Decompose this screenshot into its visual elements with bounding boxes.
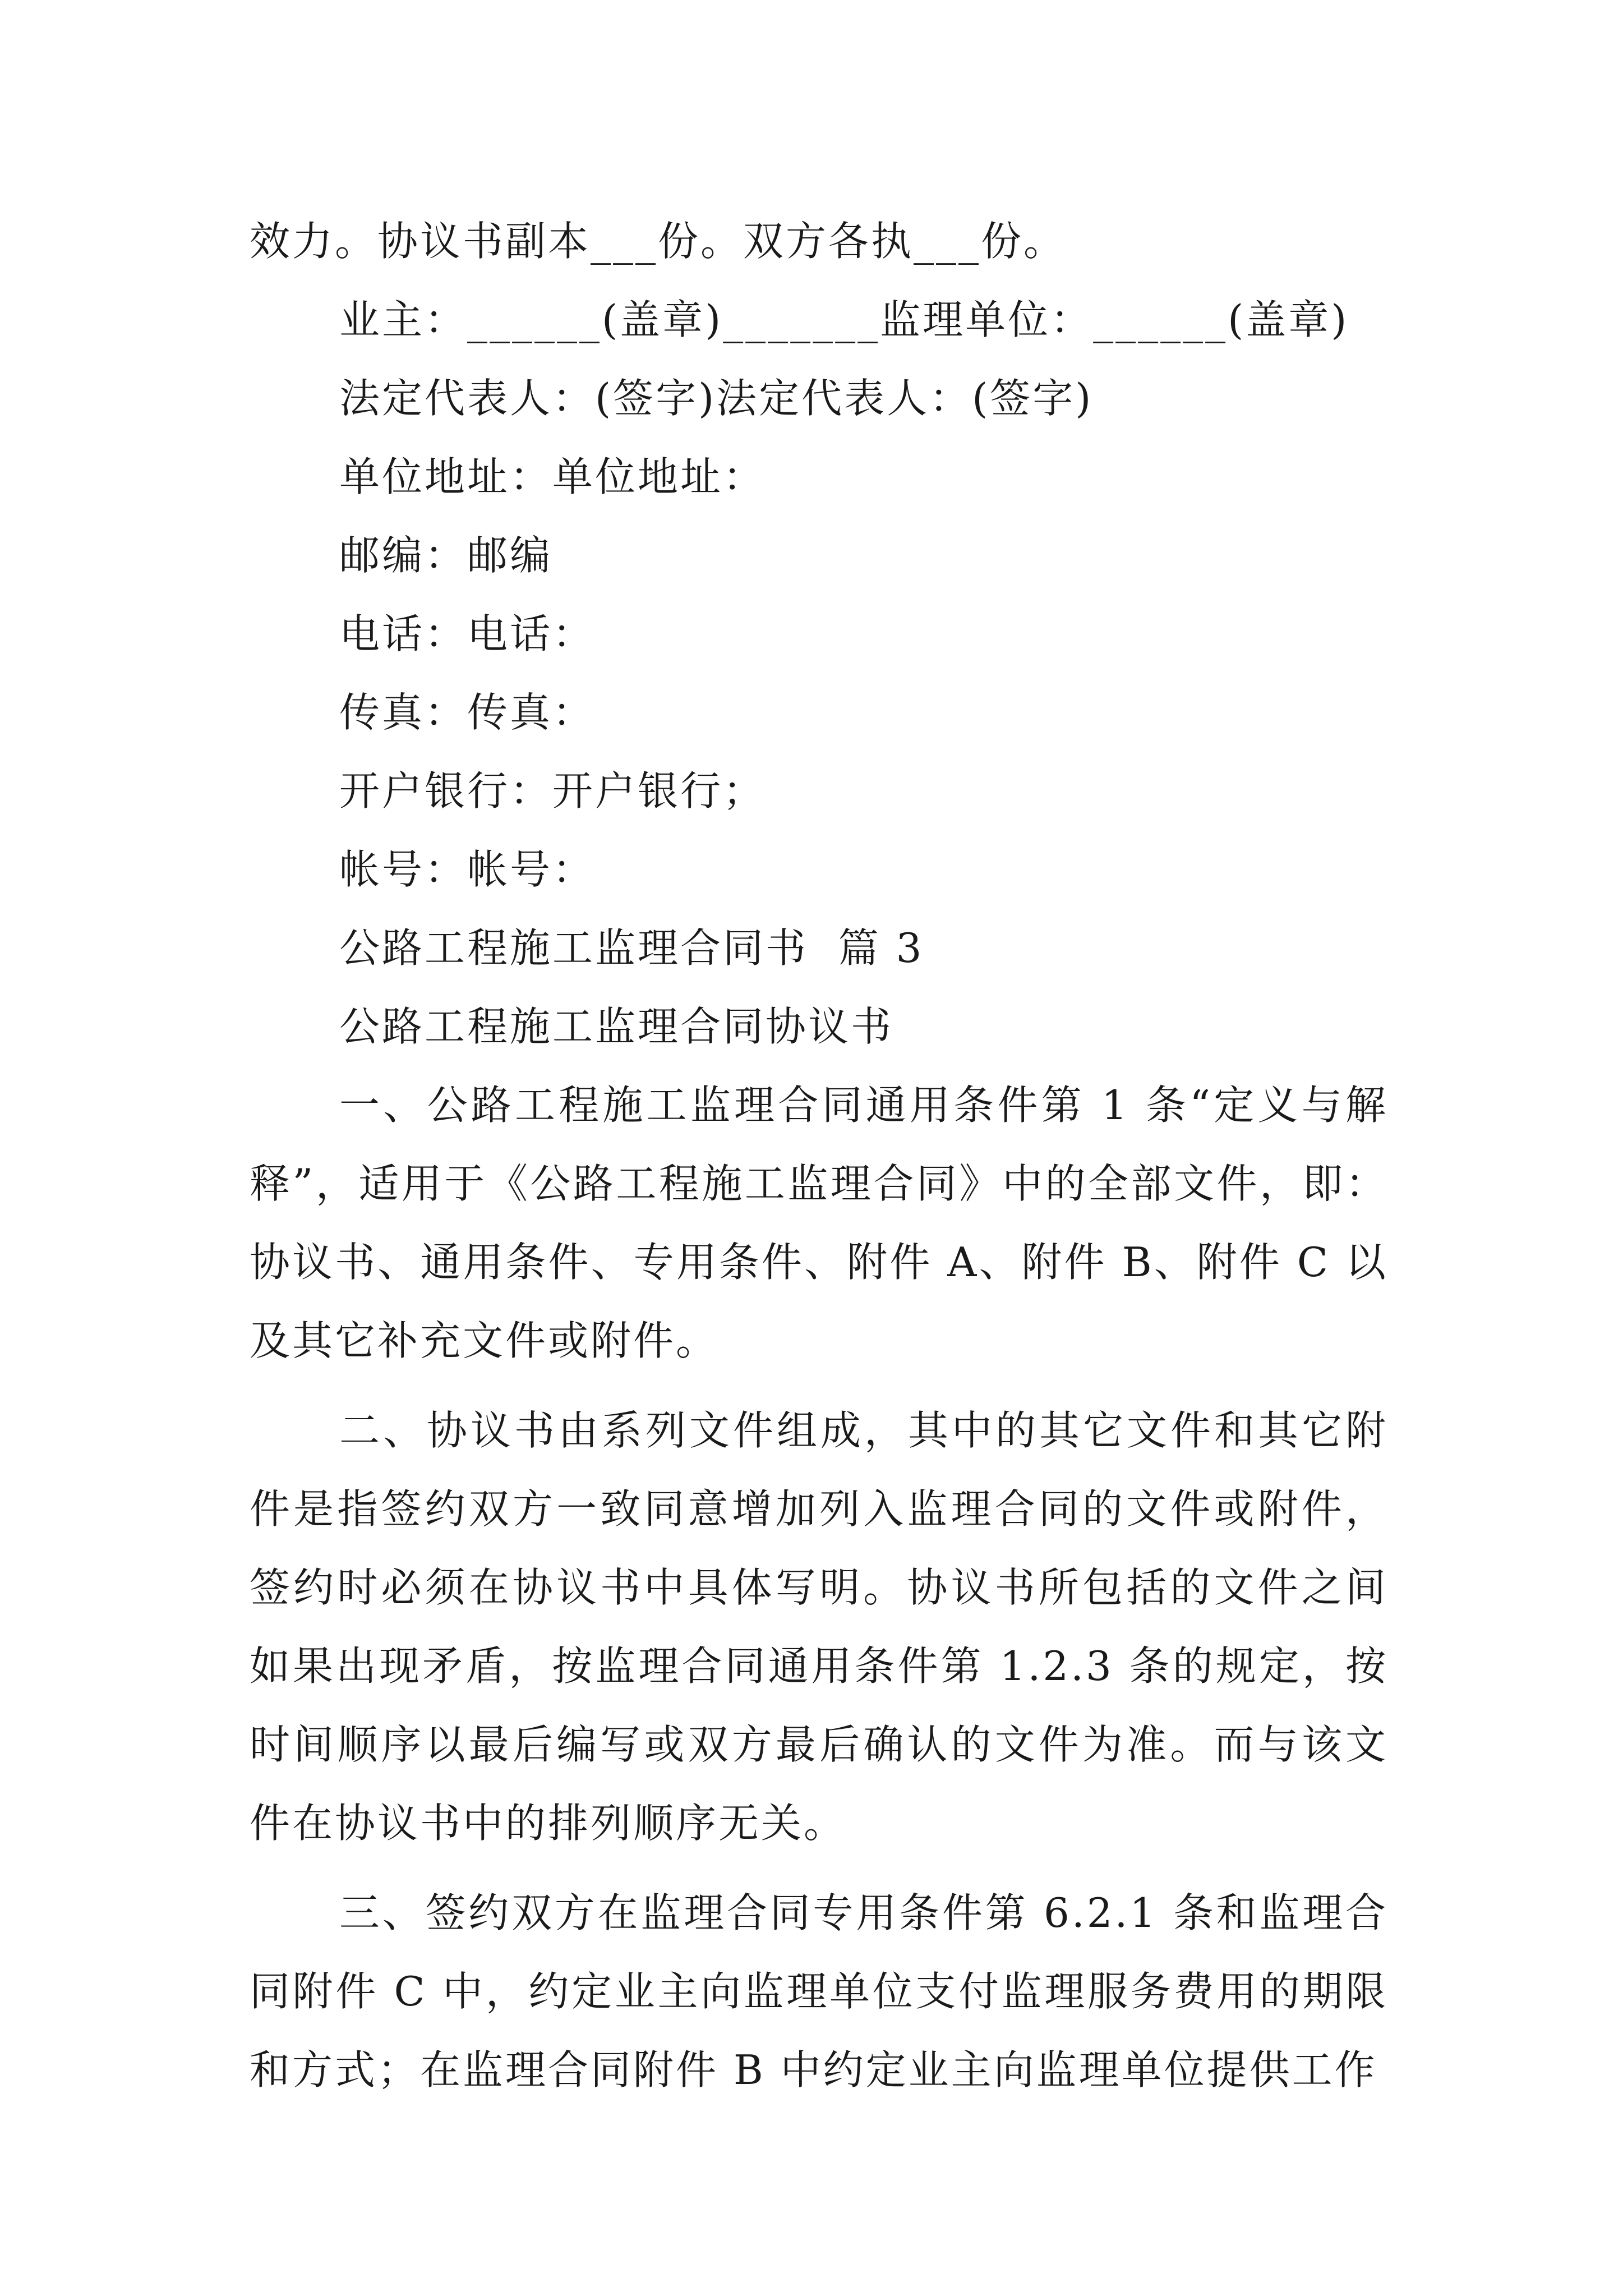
text-line-bank: 开户银行：开户银行；	[339, 767, 766, 815]
paragraph-1: 一、公路工程施工监理合同通用条件第 1 条“定义与解释”，适用于《公路工程施工监理合同》中的全部文件，即：协议书、通用条件、专用条件、附件 A、附件 B、附件 C 以及其它补充文件或附件。	[250, 1082, 1388, 1364]
text-line-legal-rep: 法定代表人：(签字)法定代表人：(签字)	[339, 375, 1094, 422]
section-heading: 公路工程施工监理合同书 篇 3	[339, 924, 924, 972]
document-page	[250, 202, 1388, 2109]
text-line-fax: 传真：传真：	[339, 689, 596, 736]
paragraph-3: 三、签约双方在监理合同专用条件第 6.2.1 条和监理合同附件 C 中，约定业主向监理单位支付监理服务费用的期限和方式；在监理合同附件 B 中约定业主向监理单位提供工作	[250, 1889, 1388, 2093]
text-line-account: 帐号：帐号：	[339, 846, 596, 893]
text-line-validity: 效力。协议书副本___份。双方各执___份。	[250, 218, 1067, 265]
text-line-postcode: 邮编：邮编	[339, 532, 553, 579]
paragraph-2: 二、协议书由系列文件组成，其中的其它文件和其它附件是指签约双方一致同意增加列入监理合同的文件或附件，签约时必须在协议书中具体写明。协议书所包括的文件之间如果出现矛盾，按监理合同通用条件第 1.2.3 条的规定，按时间顺序以最后编写或双方最后确认的文件为准。而与该文件在协议书中的排列顺序无关。	[250, 1407, 1388, 1847]
text-line-address: 单位地址：单位地址：	[339, 453, 766, 500]
text-line-phone: 电话：电话：	[339, 610, 596, 657]
text-line-owner-supervisor: 业主：______(盖章)_______监理单位：______(盖章)	[339, 296, 1349, 343]
section-subheading: 公路工程施工监理合同协议书	[339, 1003, 894, 1050]
